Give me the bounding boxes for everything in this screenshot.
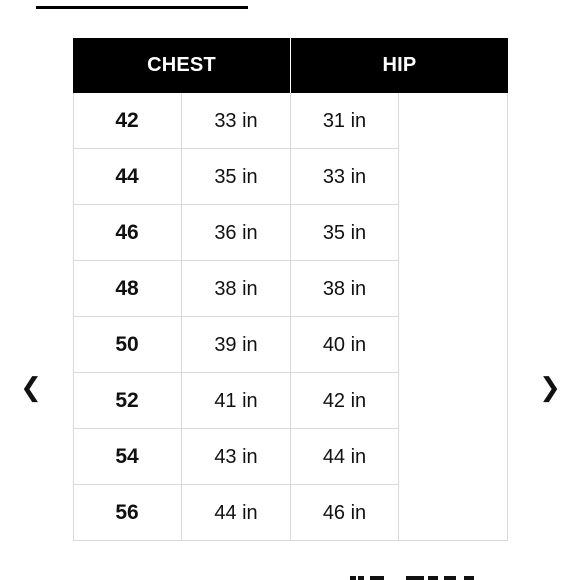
hip-cell: 35 in [290,205,399,261]
cropped-caption [348,570,488,580]
chest-cell: 41 in [181,373,290,429]
hip-cell: 44 in [290,429,399,485]
top-divider [36,6,248,9]
hip-cell: 31 in [290,93,399,149]
hip-cell: 38 in [290,261,399,317]
chest-cell: 33 in [181,93,290,149]
size-cell: 56 [115,501,139,524]
table-row [73,149,399,205]
hip-header: HIP [291,38,508,93]
size-cell: 50 [115,333,139,356]
hip-cell: 46 in [290,485,399,541]
chevron-right-icon[interactable]: ❯ [539,371,561,402]
table-row [73,317,399,373]
chest-cell: 44 in [181,485,290,541]
chest-cell: 38 in [181,261,290,317]
size-table [73,38,508,540]
size-cell: 52 [115,389,139,412]
table-row [73,93,399,149]
chest-cell: 43 in [181,429,290,485]
table-row [73,373,399,429]
table-left-border [73,93,74,541]
size-cell: 44 [115,165,139,188]
table-bottom-border [73,540,508,541]
chevron-left-icon[interactable]: ❮ [20,371,42,402]
table-row [73,485,399,541]
hip-cell: 42 in [290,373,399,429]
size-cell: 48 [115,277,139,300]
empty-column [399,93,508,540]
size-cell: 54 [115,445,139,468]
chest-cell: 35 in [181,149,290,205]
hip-cell: 33 in [290,149,399,205]
size-cell: 42 [115,109,139,132]
table-row [73,429,399,485]
table-row [73,261,399,317]
chest-cell: 36 in [181,205,290,261]
table-row [73,205,399,261]
hip-cell: 40 in [290,317,399,373]
chest-header: CHEST [73,38,290,93]
chest-cell: 39 in [181,317,290,373]
size-cell: 46 [115,221,139,244]
